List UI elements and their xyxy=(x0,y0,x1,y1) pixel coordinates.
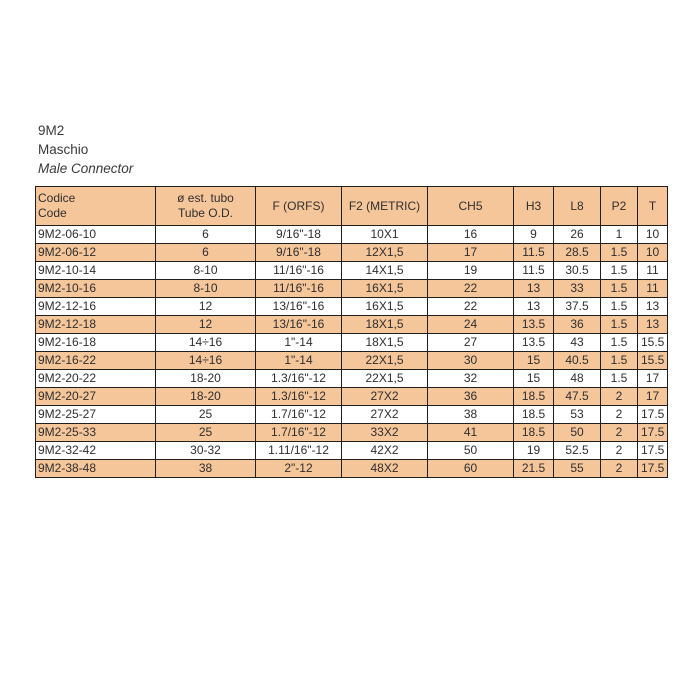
column-header xyxy=(428,187,514,226)
table-cell: 11.5 xyxy=(514,262,554,280)
table-cell: 2 xyxy=(601,460,638,478)
part-code-cell: 9M2-25-27 xyxy=(36,406,156,424)
table-row xyxy=(36,262,668,280)
table-cell: 1.5 xyxy=(601,334,638,352)
column-header xyxy=(156,187,256,226)
part-code-cell: 9M2-06-12 xyxy=(36,244,156,262)
column-header xyxy=(256,187,342,226)
part-code-cell: 9M2-06-10 xyxy=(36,226,156,244)
table-row xyxy=(36,226,668,244)
table-cell: 38 xyxy=(156,460,256,478)
table-cell: 1.7/16"-12 xyxy=(256,424,342,442)
table-cell: 60 xyxy=(428,460,514,478)
column-header-line: Codice xyxy=(38,191,76,205)
column-header xyxy=(514,187,554,226)
table-cell: 38 xyxy=(428,406,514,424)
table-cell: 17.5 xyxy=(638,424,668,442)
table-cell: 8-10 xyxy=(156,262,256,280)
table-cell: 17 xyxy=(638,388,668,406)
table-row xyxy=(36,460,668,478)
table-cell: 16X1,5 xyxy=(342,280,428,298)
table-cell: 26 xyxy=(554,226,601,244)
table-cell: 18-20 xyxy=(156,370,256,388)
table-cell: 1.5 xyxy=(601,262,638,280)
table-cell: 11/16"-16 xyxy=(256,262,342,280)
table-cell: 50 xyxy=(428,442,514,460)
table-cell: 32 xyxy=(428,370,514,388)
column-header-line: ø est. tubo xyxy=(177,191,234,205)
table-cell: 1.5 xyxy=(601,280,638,298)
table-cell: 1.5 xyxy=(601,370,638,388)
table-row xyxy=(36,388,668,406)
table-cell: 17.5 xyxy=(638,442,668,460)
table-cell: 30.5 xyxy=(554,262,601,280)
column-header-line: H3 xyxy=(525,198,542,213)
table-cell: 25 xyxy=(156,406,256,424)
table-cell: 13 xyxy=(514,298,554,316)
table-cell: 25 xyxy=(156,424,256,442)
table-cell: 52.5 xyxy=(554,442,601,460)
table-cell: 11 xyxy=(638,280,668,298)
column-header-line: Code xyxy=(38,206,67,220)
part-code-cell: 9M2-25-33 xyxy=(36,424,156,442)
column-header-line: Tube O.D. xyxy=(178,206,233,220)
table-row xyxy=(36,280,668,298)
table-cell: 16 xyxy=(428,226,514,244)
table-cell: 48X2 xyxy=(342,460,428,478)
table-cell: 11.5 xyxy=(514,244,554,262)
table-row xyxy=(36,406,668,424)
table-cell: 10 xyxy=(638,244,668,262)
column-header-line: T xyxy=(648,198,657,213)
table-cell: 27 xyxy=(428,334,514,352)
table-cell: 17.5 xyxy=(638,406,668,424)
table-cell: 17 xyxy=(428,244,514,262)
table-cell: 10 xyxy=(638,226,668,244)
table-cell: 13 xyxy=(514,280,554,298)
table-cell: 47.5 xyxy=(554,388,601,406)
part-code-cell: 9M2-10-14 xyxy=(36,262,156,280)
table-cell: 33 xyxy=(554,280,601,298)
table-cell: 18X1,5 xyxy=(342,316,428,334)
table-cell: 1.3/16"-12 xyxy=(256,388,342,406)
part-code-cell: 9M2-32-42 xyxy=(36,442,156,460)
product-name-english: Male Connector xyxy=(38,161,134,176)
column-header xyxy=(342,187,428,226)
table-row xyxy=(36,334,668,352)
table-cell: 30 xyxy=(428,352,514,370)
table-cell: 36 xyxy=(428,388,514,406)
table-cell: 18-20 xyxy=(156,388,256,406)
table-cell: 2 xyxy=(601,424,638,442)
table-cell: 15.5 xyxy=(638,352,668,370)
table-cell: 18.5 xyxy=(514,424,554,442)
table-row xyxy=(36,298,668,316)
table-cell: 2"-12 xyxy=(256,460,342,478)
table-cell: 13/16"-16 xyxy=(256,316,342,334)
table-header-row xyxy=(36,187,668,226)
table-row xyxy=(36,316,668,334)
table-cell: 21.5 xyxy=(514,460,554,478)
table-cell: 55 xyxy=(554,460,601,478)
table-cell: 15 xyxy=(514,352,554,370)
table-cell: 17.5 xyxy=(638,460,668,478)
table-cell: 6 xyxy=(156,226,256,244)
part-code-cell: 9M2-20-27 xyxy=(36,388,156,406)
table-cell: 18.5 xyxy=(514,388,554,406)
table-cell: 12X1,5 xyxy=(342,244,428,262)
table-cell: 16X1,5 xyxy=(342,298,428,316)
table-cell: 13 xyxy=(638,316,668,334)
table-cell: 42X2 xyxy=(342,442,428,460)
table-cell: 2 xyxy=(601,442,638,460)
table-cell: 1.3/16"-12 xyxy=(256,370,342,388)
table-cell: 30-32 xyxy=(156,442,256,460)
table-row xyxy=(36,244,668,262)
table-cell: 10X1 xyxy=(342,226,428,244)
table-cell: 9/16"-18 xyxy=(256,244,342,262)
table-cell: 11 xyxy=(638,262,668,280)
table-cell: 14÷16 xyxy=(156,352,256,370)
dimensions-table xyxy=(35,186,668,478)
table-cell: 22X1,5 xyxy=(342,352,428,370)
part-code-cell: 9M2-12-18 xyxy=(36,316,156,334)
product-code: 9M2 xyxy=(38,123,65,138)
table-cell: 24 xyxy=(428,316,514,334)
table-cell: 1"-14 xyxy=(256,334,342,352)
table-cell: 15.5 xyxy=(638,334,668,352)
column-header xyxy=(601,187,638,226)
table-cell: 27X2 xyxy=(342,388,428,406)
column-header-line: CH5 xyxy=(458,198,483,213)
table-cell: 8-10 xyxy=(156,280,256,298)
table-cell: 22 xyxy=(428,298,514,316)
table-cell: 9/16"-18 xyxy=(256,226,342,244)
table-cell: 36 xyxy=(554,316,601,334)
column-header xyxy=(36,187,156,226)
table-cell: 12 xyxy=(156,316,256,334)
table-cell: 41 xyxy=(428,424,514,442)
table-cell: 13/16"-16 xyxy=(256,298,342,316)
table-cell: 12 xyxy=(156,298,256,316)
column-header-line: P2 xyxy=(611,198,627,213)
table-cell: 13.5 xyxy=(514,316,554,334)
table-cell: 1.5 xyxy=(601,244,638,262)
table-cell: 33X2 xyxy=(342,424,428,442)
table-cell: 48 xyxy=(554,370,601,388)
table-row xyxy=(36,424,668,442)
column-header-line: F (ORFS) xyxy=(272,198,325,213)
part-code-cell: 9M2-20-22 xyxy=(36,370,156,388)
table-cell: 6 xyxy=(156,244,256,262)
table-cell: 13 xyxy=(638,298,668,316)
part-code-cell: 9M2-38-48 xyxy=(36,460,156,478)
part-code-cell: 9M2-10-16 xyxy=(36,280,156,298)
table-cell: 53 xyxy=(554,406,601,424)
column-header-line: L8 xyxy=(570,198,584,213)
table-row xyxy=(36,370,668,388)
table-cell: 2 xyxy=(601,406,638,424)
table-cell: 15 xyxy=(514,370,554,388)
column-header-line: F2 (METRIC) xyxy=(348,198,421,213)
table-cell: 43 xyxy=(554,334,601,352)
part-code-cell: 9M2-16-22 xyxy=(36,352,156,370)
product-name-italian: Maschio xyxy=(38,142,89,157)
table-cell: 1.11/16"-12 xyxy=(256,442,342,460)
table-cell: 1.5 xyxy=(601,298,638,316)
table-cell: 19 xyxy=(428,262,514,280)
part-code-cell: 9M2-16-18 xyxy=(36,334,156,352)
table-cell: 19 xyxy=(514,442,554,460)
part-code-cell: 9M2-12-16 xyxy=(36,298,156,316)
table-cell: 27X2 xyxy=(342,406,428,424)
table-cell: 1"-14 xyxy=(256,352,342,370)
table-cell: 40.5 xyxy=(554,352,601,370)
table-body xyxy=(36,226,668,478)
table-cell: 1.5 xyxy=(601,352,638,370)
table-cell: 28.5 xyxy=(554,244,601,262)
table-cell: 14X1,5 xyxy=(342,262,428,280)
table-row xyxy=(36,442,668,460)
table-cell: 1.7/16"-12 xyxy=(256,406,342,424)
table-cell: 18.5 xyxy=(514,406,554,424)
table-cell: 11/16"-16 xyxy=(256,280,342,298)
column-header xyxy=(554,187,601,226)
table-row xyxy=(36,352,668,370)
table-cell: 9 xyxy=(514,226,554,244)
table-cell: 17 xyxy=(638,370,668,388)
table-cell: 50 xyxy=(554,424,601,442)
column-header xyxy=(638,187,668,226)
table-cell: 1 xyxy=(601,226,638,244)
table-cell: 18X1,5 xyxy=(342,334,428,352)
table-cell: 37.5 xyxy=(554,298,601,316)
table-cell: 1.5 xyxy=(601,316,638,334)
product-heading xyxy=(38,121,133,178)
table-cell: 14÷16 xyxy=(156,334,256,352)
table-cell: 22X1,5 xyxy=(342,370,428,388)
table-cell: 13.5 xyxy=(514,334,554,352)
table-cell: 22 xyxy=(428,280,514,298)
table-cell: 2 xyxy=(601,388,638,406)
